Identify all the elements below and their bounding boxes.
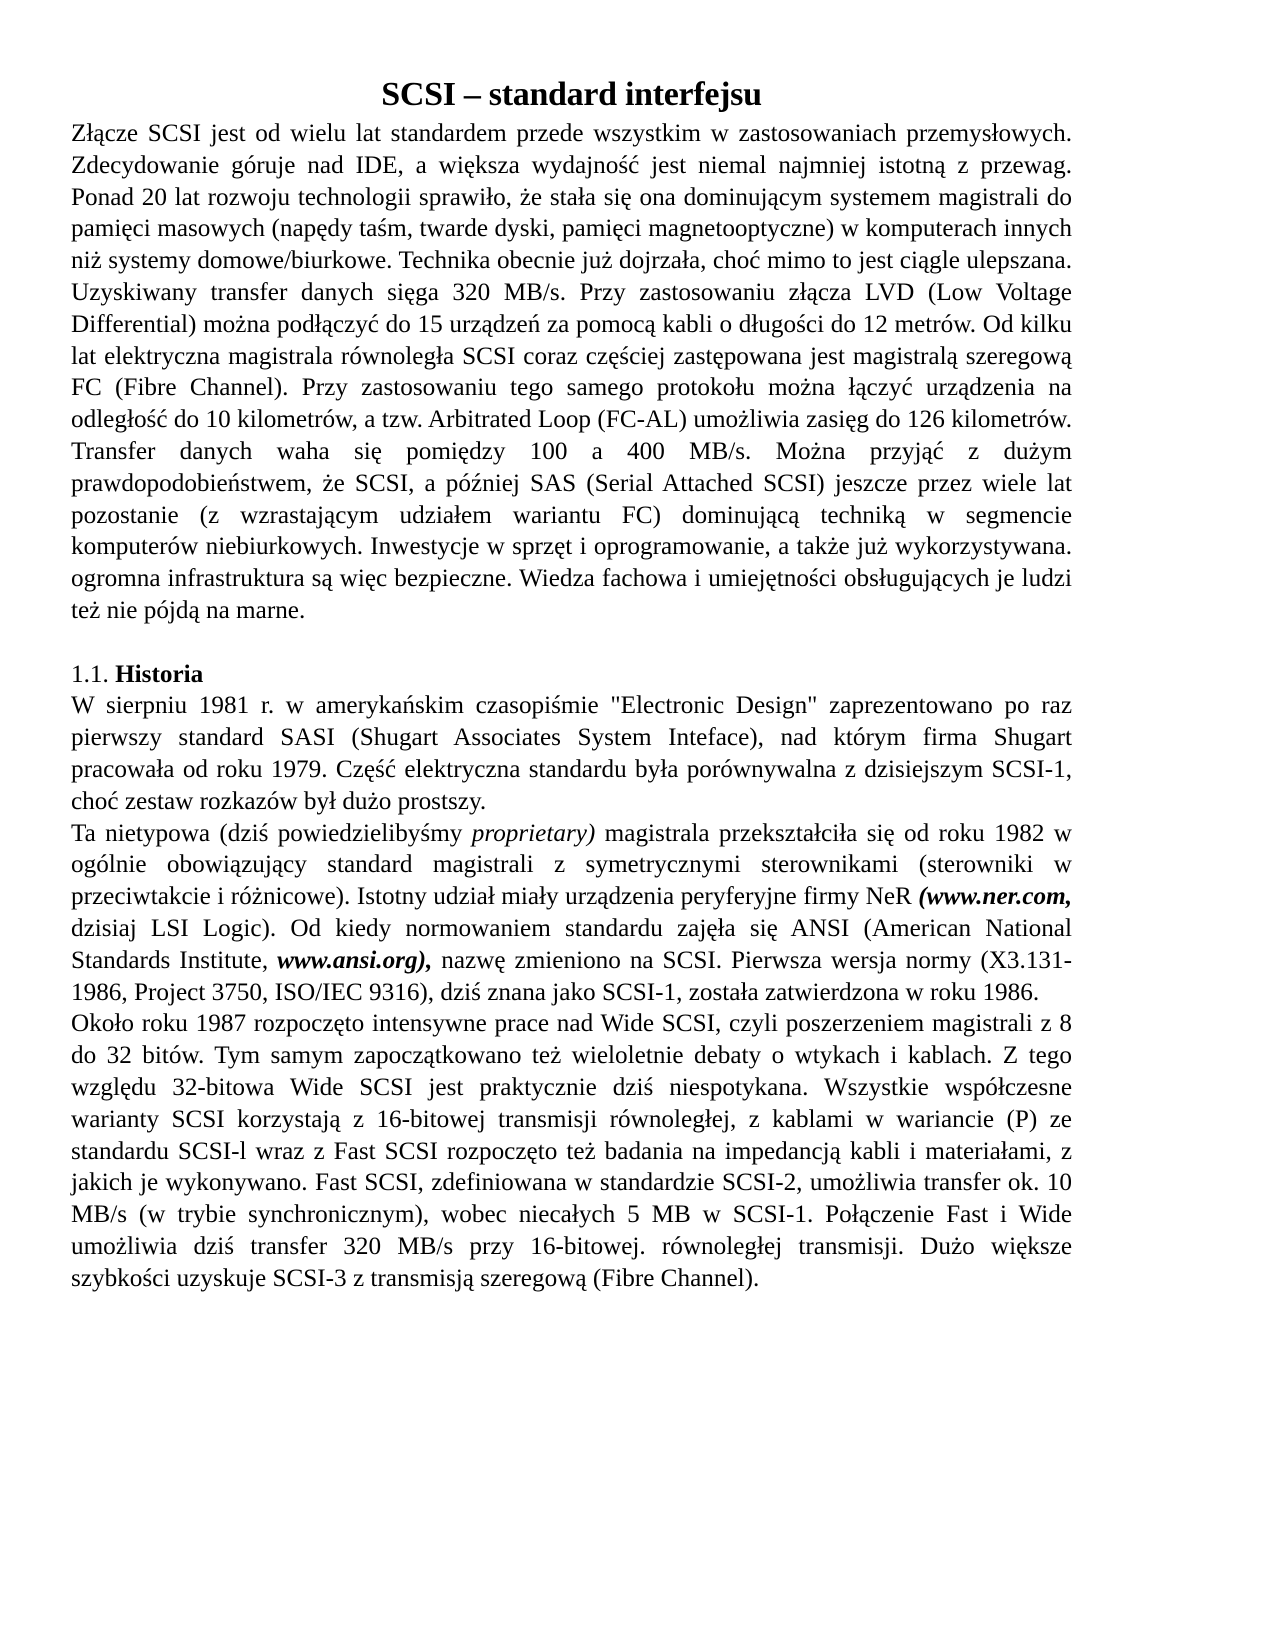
history-p2-text-1: Ta nietypowa (dziś powiedzielibyśmy [71, 819, 472, 847]
document-title: SCSI – standard interfejsu [381, 76, 762, 113]
history-p2-text-2: magistrala przekształciła się od roku 1982 w ogólnie obowiązujący standard magistrali z symetrycznymi sterownikami (sterowniki w przeciwtakcie i różnicowe). Istotny udział miały urządzenia peryferyjne firmy NeR [71, 819, 1072, 911]
ansi-link[interactable]: www.ansi.org), [277, 946, 433, 974]
section-title: Historia [115, 660, 204, 688]
paragraph-spacer [71, 627, 1072, 659]
history-paragraph-2 [71, 818, 1072, 1009]
history-p2-text-4: nazwę zmieniono na SCSI. Pierwsza wersja normy (X3.131-1986, Project 3750, ISO/IEC 9316), dziś znana jako SCSI-1, została zatwierdzona w roku 1986. [71, 946, 1072, 1006]
section-heading [71, 659, 1072, 691]
document-page [71, 72, 1072, 1294]
intro-paragraph: Złącze SCSI jest od wielu lat standardem przede wszystkim w zastosowaniach przemysłowych. Zdecydowanie góruje nad IDE, a większa wydajność jest niemal najmniej istotną z przewag. Ponad 20 lat rozwoju technologii sprawiło, że stała się ona dominującym systemem magistrali do pamięci masowych (napędy taśm, twarde dyski, pamięci magnetooptyczne) w komputerach innych niż systemy domowe/biurkowe. Technika obecnie już dojrzała, choć mimo to jest ciągle ulepszana. Uzyskiwany transfer danych sięga 320 MB/s. Przy zastosowaniu złącza LVD (Low Voltage Differential) można podłączyć do 15 urządzeń za pomocą kabli o długości do 12 metrów. Od kilku lat elektryczna magistrala równoległa SCSI coraz częściej zastępowana jest magistralą szeregową FC (Fibre Channel). Przy zastosowaniu tego samego protokołu można łączyć urządzenia na odległość do 10 kilometrów, a tzw. Arbitrated Loop (FC-AL) umożliwia zasięg do 126 kilometrów. Transfer danych waha się pomiędzy 100 a 400 MB/s. Można przyjąć z dużym prawdopodobieństwem, że SCSI, a później SAS (Serial Attached SCSI) jeszcze przez wiele lat pozostanie (z wzrastającym udziałem wariantu FC) dominującą techniką w segmencie komputerów niebiurkowych. Inwestycje w sprzęt i oprogramowanie, a także już wykorzystywana. ogromna infrastruktura są więc bezpieczne. Wiedza fachowa i umiejętności obsługujących je ludzi też nie pójdą na marne. [71, 120, 1072, 624]
history-paragraph-3: Około roku 1987 rozpoczęto intensywne prace nad Wide SCSI, czyli poszerzeniem magistrali z 8 do 32 bitów. Tym samym zapoczątkowano też wieloletnie debaty o wtykach i kablach. Z tego względu 32-bitowa Wide SCSI jest praktycznie dziś niespotykana. Wszystkie współczesne warianty SCSI korzystają z 16-bitowej transmisji równoległej, z kablami w wariancie (P) ze standardu SCSI-l wraz z Fast SCSI rozpoczęto też badania na impedancją kabli i materiałami, z jakich je wykonywano. Fast SCSI, zdefiniowana w standardzie SCSI-2, umożliwia transfer ok. 10 MB/s (w trybie synchronicznym), wobec niecałych 5 MB w SCSI-1. Połączenie Fast i Wide umożliwia dziś transfer 320 MB/s przy 16-bitowej. równoległej transmisji. Dużo większe szybkości uzyskuje SCSI-3 z transmisją szeregową (Fibre Channel). [71, 1010, 1072, 1292]
history-paragraph-1: W sierpniu 1981 r. w amerykańskim czasopiśmie "Electronic Design" zaprezentowano po raz pierwszy standard SASI (Shugart Associates System Inteface), nad którym firma Shugart pracowała od roku 1979. Część elektryczna standardu była porównywalna z dzisiejszym SCSI-1, choć zestaw rozkazów był dużo prostszy. [71, 692, 1072, 815]
proprietary-italic: proprietary) [471, 819, 596, 847]
history-p2-text-3: dzisiaj LSI Logic). Od kiedy normowaniem standardu zajęła się ANSI (American National Standards Institute, [71, 914, 1072, 974]
ner-link[interactable]: (www.ner.com, [918, 883, 1072, 911]
section-number: 1.1. [71, 660, 109, 688]
